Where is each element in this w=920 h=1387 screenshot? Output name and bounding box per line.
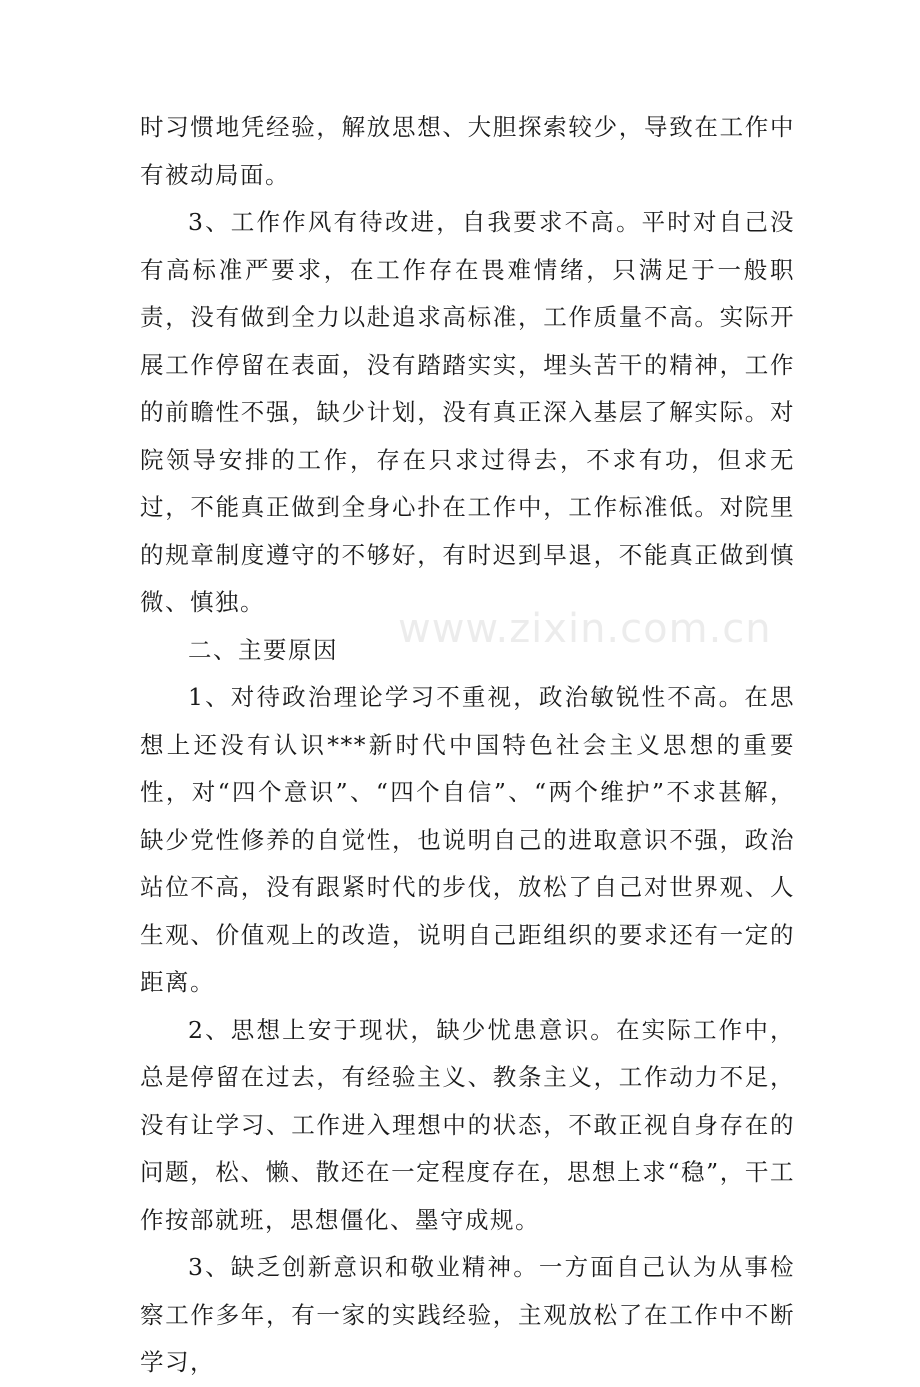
paragraph-innovation: 3、缺乏创新意识和敬业精神。一方面自己认为从事检察工作多年，有一家的实践经验，主观放松了在工作中不断学习， — [140, 1253, 795, 1376]
paragraph-political-theory: 1、对待政治理论学习不重视，政治敏锐性不高。在思想上还没有认识***新时代中国特色社会主义思想的重要性，对“四个意识”、“四个自信”、“两个维护”不求甚解，缺少党性修养的自觉性，也说明自己的进取意识不强，政治站位不高，没有跟紧时代的步伐，放松了自己对世界观、人生观、价值观上的改造，说明自己距组织的要求还有一定的距离。 — [140, 683, 795, 996]
document-body — [140, 104, 795, 1387]
paragraph-continuation: 时习惯地凭经验，解放思想、大胆探索较少，导致在工作中有被动局面。 — [140, 113, 795, 189]
watermark-text: www.zixin.com.cn — [398, 606, 772, 652]
paragraph-complacency: 2、思想上安于现状，缺少忧患意识。在实际工作中，总是停留在过去，有经验主义、教条主义，工作动力不足，没有让学习、工作进入理想中的状态，不敢正视自身存在的问题，松、懒、散还在一定程度存在，思想上求“稳”，干工作按部就班，思想僵化、墨守成规。 — [140, 1015, 795, 1234]
section-heading-main-reasons: 二、主要原因 — [188, 635, 338, 664]
paragraph-work-style: 3、工作作风有待改进，自我要求不高。平时对自己没有高标准严要求，在工作存在畏难情绪，只满足于一般职责，没有做到全力以赴追求高标准，工作质量不高。实际开展工作停留在表面，没有踏踏实实，埋头苦干的精神，工作的前瞻性不强，缺少计划，没有真正深入基层了解实际。对院领导安排的工作，存在只求过得去，不求有功，但求无过，不能真正做到全身心扑在工作中，工作标准低。对院里的规章制度遵守的不够好，有时迟到早退，不能真正做到慎微、慎独。 — [140, 208, 795, 616]
